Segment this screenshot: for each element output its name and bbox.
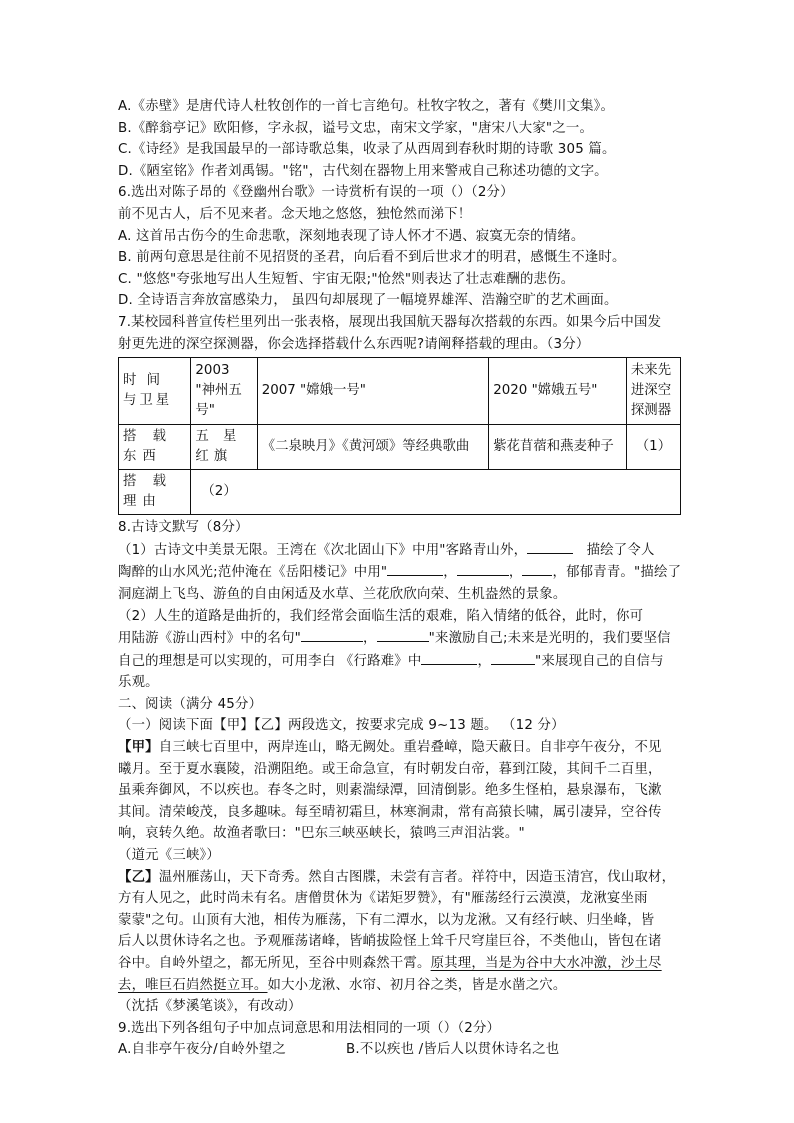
jia-tag: 【甲】 bbox=[118, 740, 159, 756]
fill-blank[interactable] bbox=[301, 627, 363, 642]
spacecraft-table bbox=[118, 357, 681, 515]
yi-line bbox=[118, 953, 680, 975]
fill-blank[interactable] bbox=[421, 650, 477, 665]
q8-part2-line1: （2）人生的道路是曲折的，我们经常会面临生活的艰难，陷入情绪的低谷，此时，你可 bbox=[118, 608, 644, 624]
q8-text: 用陆游《游山西村》中的名句" bbox=[118, 631, 302, 647]
section-subtitle: （一）阅读下面【甲】【乙】两段选文，按要求完成 9~13 题。 （12 分） bbox=[118, 718, 565, 734]
fill-blank[interactable] bbox=[491, 650, 535, 665]
q8-part2-line4: 乐观。 bbox=[118, 675, 159, 691]
exam-page bbox=[118, 96, 680, 1061]
table-row bbox=[119, 358, 681, 425]
yi-line: 方有人见之，此时尚未有名。唐僧贯休为《诺矩罗赞》，有"雁荡经行云漠漠，龙湫宴坐雨 bbox=[118, 891, 648, 907]
fill-blank[interactable] bbox=[457, 561, 509, 576]
q7-stem-line2: 射更先进的深空探测器，你会选择搭载什么东西呢?请阐释搭载的理由。（3分） bbox=[118, 336, 590, 352]
q5-option-b: B.《醉翁亭记》欧阳修，字永叔，谥号文忠，南宋文学家，"唐宋八大家"之一。 bbox=[118, 120, 594, 136]
q8-part1-line2 bbox=[118, 561, 680, 584]
q8-text: （1）古诗文中美景无限。王湾在《次北固山下》中用"客路青山外， bbox=[118, 542, 528, 558]
q8-part2-line3 bbox=[118, 650, 680, 673]
comma: ， bbox=[477, 653, 492, 669]
jia-line: 虽乘奔御风，不以疾也。春冬之时，则素湍绿潭，回清倒影。绝多生怪柏，悬泉瀑布，飞漱 bbox=[118, 783, 662, 799]
q9-option-a: A.自非亭午夜分/自岭外望之 bbox=[118, 1042, 286, 1058]
comma: ， bbox=[443, 565, 457, 581]
underlined-sentence: 去，唯巨石岿然挺立耳。 bbox=[118, 977, 268, 993]
jia-line bbox=[118, 737, 680, 759]
table-row bbox=[119, 470, 681, 515]
fill-blank[interactable] bbox=[387, 561, 443, 576]
answer-blank-1[interactable]: （1） bbox=[626, 425, 680, 470]
q9-option-b: B.不以疾也 /皆后人以贯休诗名之也 bbox=[346, 1042, 560, 1058]
yi-line bbox=[118, 867, 680, 889]
table-cell: 2020 "嫦娥五号" bbox=[489, 358, 627, 425]
jia-text: 自三峡七百里中，两岸连山，略无阙处。重岩叠嶂，隐天蔽日。自非亭午夜分，不见 bbox=[158, 740, 662, 756]
q5-option-a: A.《赤壁》是唐代诗人杜牧创作的一首七言绝句。杜牧字牧之，著有《樊川文集》。 bbox=[118, 99, 615, 114]
q8-text: 描绘了令人 bbox=[586, 542, 655, 558]
fill-blank[interactable] bbox=[527, 539, 573, 554]
yi-text: 温州雁荡山，天下奇秀。然自古图牒，未尝有言者。祥符中，因造玉清宫，伐山取材， bbox=[158, 869, 676, 885]
jia-line: 其间。清荣峻茂，良多趣味。每至晴初霜旦，林寒涧肃，常有高猿长啸，属引凄异，空谷传 bbox=[118, 804, 662, 820]
yi-line: 蒙蒙"之句。山顶有大池，相传为雁荡，下有二潭水，以为龙湫。又有经行峡、归坐峰，皆 bbox=[118, 912, 655, 928]
q8-text: "来展现自己的自信与 bbox=[535, 653, 664, 669]
jia-source: （道元《三峡》） bbox=[118, 848, 221, 864]
q6-poem: 前不见古人，后不见来者。念天地之悠悠，独怆然而涕下！ bbox=[118, 206, 472, 222]
q6-option-b: B. 前两句意思是往前不见招贤的圣君，向后看不到后世求才的明君，感慨生不逢时。 bbox=[118, 250, 626, 266]
yi-text: 谷中。自岭外望之，都无所见，至谷中则森然干霄。 bbox=[118, 956, 431, 971]
q8-text: "来激励自己;未来是光明的，我们要坚信 bbox=[428, 631, 671, 647]
table-cell: 紫花苜蓿和燕麦种子 bbox=[489, 425, 627, 470]
jia-line: 曦月。至于夏水襄陵，沿溯阻绝。或王命急宣，有时朝发白帝，暮到江陵，其间千二百里， bbox=[118, 761, 662, 777]
section-title: 二、阅读（满分 45分） bbox=[118, 696, 263, 712]
q9-stem: 9.选出下列各组句子中加点词意思和用法相同的一项（）（2分） bbox=[118, 1020, 501, 1036]
table-cell: 搭 载 东西 bbox=[119, 425, 191, 470]
answer-blank-2[interactable]: （2） bbox=[191, 470, 681, 515]
yi-text: 如大小龙湫、水帘、初月谷之类，皆是水凿之穴。 bbox=[267, 977, 567, 993]
fill-blank[interactable] bbox=[377, 627, 429, 642]
table-cell: 未来先进深空探测器 bbox=[626, 358, 680, 425]
table-cell: 五 星 红旗 bbox=[191, 425, 257, 470]
q8-text: 陶醉的山水风光;范仲淹在《岳阳楼记》中用" bbox=[118, 565, 388, 581]
yi-tag: 【乙】 bbox=[118, 869, 159, 885]
table-cell: 2003 "神州五号" bbox=[191, 358, 257, 425]
table-cell: 2007 "嫦娥一号" bbox=[257, 358, 489, 425]
q5-option-d: D.《陋室铭》作者刘禹锡。"铭"，古代刻在器物上用来警戒自己称述功德的文字。 bbox=[118, 163, 608, 179]
table-cell: 搭 载 理由 bbox=[119, 470, 191, 515]
yi-source: （沈括《梦溪笔谈》，有改动） bbox=[118, 999, 302, 1015]
q8-part1-line1 bbox=[118, 539, 680, 562]
table-cell: 时 间 与卫星 bbox=[119, 358, 191, 425]
q8-stem: 8.古诗文默写（8分） bbox=[118, 520, 249, 536]
table-cell: 《二泉映月》《黄河颂》等经典歌曲 bbox=[257, 425, 489, 470]
q8-text: ，郁郁青青。"描绘了 bbox=[552, 565, 682, 581]
jia-line: 响，哀转久绝。故渔者歌曰："巴东三峡巫峡长，猿鸣三声泪沾裳。" bbox=[118, 826, 525, 842]
q6-option-d: D. 全诗语言奔放富感染力， 虽四句却展现了一幅境界雄浑、浩瀚空旷的艺术画面。 bbox=[118, 293, 618, 309]
q8-text: 自己的理想是可以实现的，可用李白 《行路难》中 bbox=[118, 653, 422, 669]
q6-option-c: C. "悠悠"夸张地写出人生短暂、宇宙无限;"怆然"则表达了壮志难酬的悲伤。 bbox=[118, 271, 575, 287]
table-row bbox=[119, 425, 681, 470]
q8-part1-line3: 洞庭湖上飞鸟、游鱼的自由闲适及水草、兰花欣欣向荣、生机盎然的景象。 bbox=[118, 586, 567, 602]
q7-stem-line1: 7.某校园科普宣传栏里列出一张表格，展现出我国航天器每次搭载的东西。如果今后中国发 bbox=[118, 314, 662, 330]
q5-option-c: C.《诗经》是我国最早的一部诗歌总集，收录了从西周到春秋时期的诗歌 305 篇。 bbox=[118, 142, 616, 158]
q6-stem: 6.选出对陈子昂的《登幽州台歌》一诗赏析有误的一项（）（2分） bbox=[118, 185, 514, 201]
comma: ， bbox=[363, 631, 377, 647]
q8-part2-line2 bbox=[118, 627, 680, 650]
underlined-sentence: 原其理，当是为谷中大水冲激，沙土尽 bbox=[430, 956, 662, 971]
comma: ， bbox=[508, 565, 523, 581]
fill-blank[interactable] bbox=[522, 561, 552, 576]
yi-line bbox=[118, 975, 680, 997]
q9-options bbox=[118, 1039, 680, 1061]
q6-option-a: A. 这首吊古伤今的生命悲歌，深刻地表现了诗人怀才不遇、寂寞无奈的情绪。 bbox=[118, 228, 585, 244]
yi-line: 后人以贯休诗名之也。予观雁荡诸峰，皆峭拔险怪上耸千尺穹崖巨谷，不类他山，皆包在诸 bbox=[118, 934, 662, 950]
